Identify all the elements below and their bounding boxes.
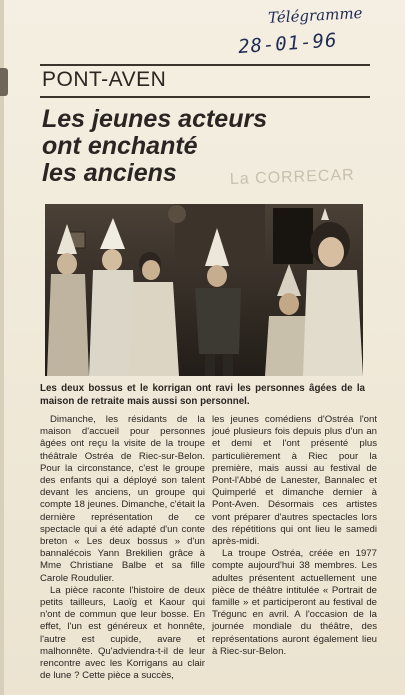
handwritten-source: Télégramme (267, 3, 363, 27)
column1-paragraph: Dimanche, les résidants de la maison d'accueil pour personnes âgées ont reçu la visite de la troupe théâtrale Ostréa de Riec-sur-Belon. Pour la circonstance, c'est le groupe des enfants qui a déployé son talent devant les anciens, un groupe qui compte 18 jeunes. Dimanche, c'était la dernière représentation de ce spectacle qui a été adapté d'un conte breton « Les deux bossus » d'un bannalécois Yann Brekilien grâce à Mme Christiane Balbe et sa fille Carole Roudulier. (40, 414, 205, 584)
section-rule-top (40, 64, 370, 66)
location-heading: PONT-AVEN (42, 68, 167, 91)
section-rule-bottom (40, 96, 370, 98)
column1-paragraph: La pièce raconte l'histoire de deux petits tailleurs, Laoïg et Kaour qui n'ont de commun que leur bosse. En effet, l'un est généreux et honnête, l'autre est cupide, avare et malhonnête. Qu'adviendra-t-il de leur rencontre avec les Korrigans au clair de lune ? Cette pièce a succès, (40, 584, 205, 682)
column2-paragraph: les jeunes comédiens d'Ostréa l'ont joué plusieurs fois depuis plus d'un an et demi et l'ont présenté plus particulièrement à Riec pour la première, mais aussi au festival de Pont-l'Abbé de Lanester, Bannalec et Quimperlé et dimanche dernier à Pont-Aven. Désormais ces artistes vont préparer d'autres spectacles lors des répétitions qui ont lieu le samedi après-midi. (212, 414, 377, 548)
handwritten-date: 28-01-96 (237, 29, 339, 59)
headline: Les jeunes acteurs ont enchanté les anciens (42, 105, 268, 187)
article-column-2 (212, 414, 377, 658)
article-photo (45, 204, 363, 376)
column2-paragraph: La troupe Ostréa, créée en 1977 compte aujourd'hui 38 membres. Les adultes présentent actuellement une pièce de théâtre intitulée « Portrait de famille » et participeront au festival de Trégunc en avril. A l'occasion de la journée mondiale du théâtre, des représentations auront également lieu à Riec-sur-Belon. (212, 548, 377, 657)
clipping-mark (0, 68, 8, 96)
photo-caption: Les deux bossus et le korrigan ont ravi les personnes âgées de la maison de retraite mais aussi son personnel. (40, 383, 365, 407)
photo-children-costumes-icon (45, 204, 363, 376)
paper-edge (0, 0, 4, 695)
article-column-1 (40, 414, 205, 682)
bleed-through-print: La CORRECAR (229, 166, 355, 189)
